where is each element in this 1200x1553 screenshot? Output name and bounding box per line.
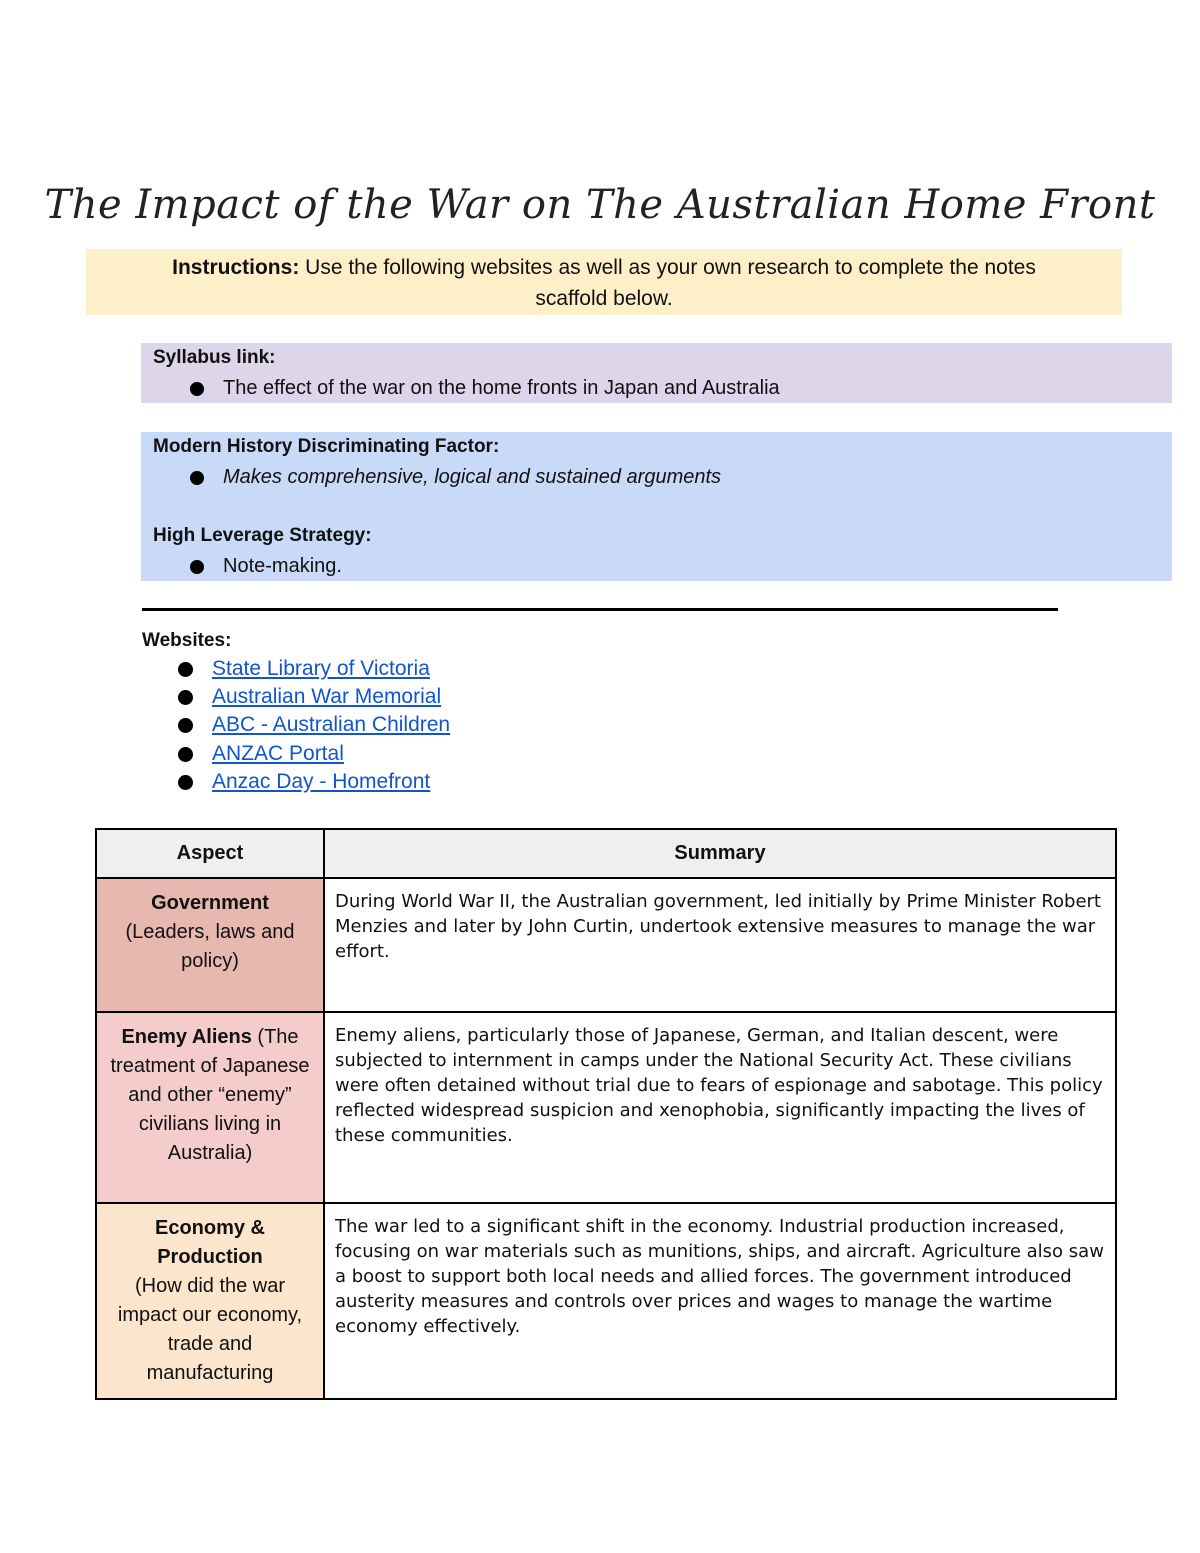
factor-item bbox=[153, 462, 1172, 492]
summary-cell[interactable]: The war led to a significant shift in the economy. Industrial production increased, focusing on war materials such as munitions, ships, and aircraft. Agriculture also saw a boost to support both local needs and allied forces. The government introduced austerity measures and controls over prices and wages to manage the wartime economy effectively. bbox=[324, 1203, 1116, 1399]
bullet-icon bbox=[178, 747, 193, 762]
website-item bbox=[142, 740, 450, 768]
website-item bbox=[142, 768, 450, 796]
strategy-item bbox=[153, 551, 1172, 581]
bullet-icon bbox=[190, 382, 204, 396]
notes-table bbox=[95, 828, 1117, 1400]
bullet-icon bbox=[178, 690, 193, 705]
website-item bbox=[142, 683, 450, 711]
aspect-cell bbox=[96, 878, 324, 1012]
websites-heading: Websites: bbox=[142, 630, 232, 651]
syllabus-heading: Syllabus link: bbox=[153, 347, 276, 368]
aspect-title: Economy & Production bbox=[154, 1217, 266, 1268]
bullet-icon bbox=[178, 775, 193, 790]
factor-item-text: Makes comprehensive, logical and sustained arguments bbox=[223, 466, 722, 488]
table-row bbox=[96, 1203, 1116, 1399]
link-anzac-day-homefront[interactable]: Anzac Day - Homefront bbox=[212, 769, 431, 793]
factor-heading: Modern History Discriminating Factor: bbox=[153, 436, 500, 457]
bullet-icon bbox=[178, 662, 193, 677]
instructions-text: Use the following websites as well as your own research to complete the notes scaffold below. bbox=[299, 256, 1036, 310]
factor-box bbox=[141, 432, 1172, 581]
horizontal-divider bbox=[142, 608, 1058, 611]
link-australian-war-memorial[interactable]: Australian War Memorial bbox=[212, 685, 442, 709]
aspect-subtitle: (Leaders, laws and policy) bbox=[125, 921, 295, 972]
website-item bbox=[142, 711, 450, 739]
website-item bbox=[142, 655, 450, 683]
table-row bbox=[96, 1012, 1116, 1203]
link-anzac-portal[interactable]: ANZAC Portal bbox=[212, 741, 344, 765]
bullet-icon bbox=[178, 718, 193, 733]
strategy-item-text: Note-making. bbox=[223, 555, 342, 577]
link-state-library-victoria[interactable]: State Library of Victoria bbox=[212, 657, 430, 680]
summary-column-header: Summary bbox=[324, 829, 1116, 878]
aspect-cell bbox=[96, 1012, 324, 1203]
instructions-label: Instructions: bbox=[172, 256, 300, 279]
aspect-title: Enemy Aliens bbox=[121, 1026, 252, 1048]
summary-cell[interactable]: During World War II, the Australian government, led initially by Prime Minister Robert Menzies and later by John Curtin, undertook extensive measures to manage the war effort. bbox=[324, 878, 1116, 1012]
websites-section bbox=[142, 627, 450, 796]
strategy-heading: High Leverage Strategy: bbox=[153, 525, 372, 546]
aspect-subtitle: (The treatment of Japanese and other “enemy” civilians living in Australia) bbox=[110, 1026, 310, 1164]
syllabus-item-text: The effect of the war on the home fronts in Japan and Australia bbox=[223, 377, 780, 399]
syllabus-item bbox=[153, 373, 1172, 403]
instructions-banner bbox=[86, 249, 1122, 315]
bullet-icon bbox=[190, 560, 204, 574]
aspect-cell bbox=[96, 1203, 324, 1399]
bullet-icon bbox=[190, 471, 204, 485]
link-abc-australian-children[interactable]: ABC - Australian Children bbox=[212, 713, 451, 737]
aspect-title: Government bbox=[151, 892, 269, 914]
aspect-subtitle: (How did the war impact our economy, trade and manufacturing bbox=[117, 1275, 303, 1384]
table-header-row bbox=[96, 829, 1116, 878]
page-title: The Impact of the War on The Australian Home Front bbox=[44, 182, 1156, 228]
summary-cell[interactable]: Enemy aliens, particularly those of Japanese, German, and Italian descent, were subjected to internment in camps under the National Security Act. These civilians were often detained without trial due to fears of espionage and sabotage. This policy reflected widespread suspicion and xenophobia, significantly impacting the lives of these communities. bbox=[324, 1012, 1116, 1203]
syllabus-box bbox=[141, 343, 1172, 403]
aspect-column-header: Aspect bbox=[96, 829, 324, 878]
table-row bbox=[96, 878, 1116, 1012]
